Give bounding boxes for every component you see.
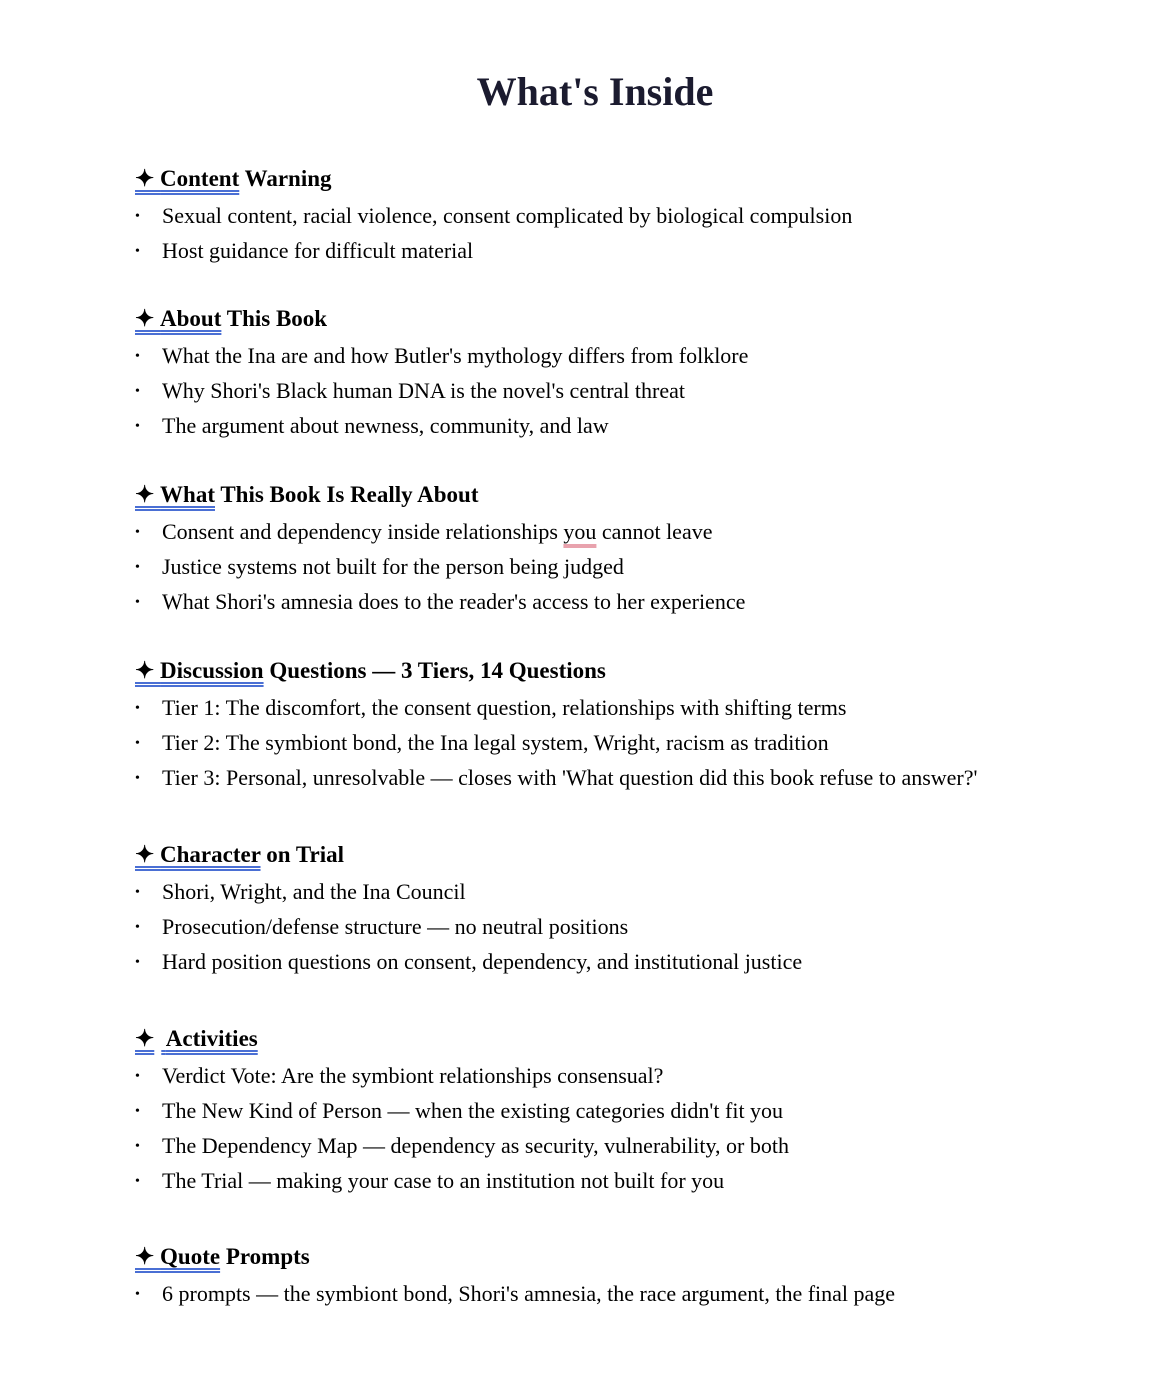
heading-rest: This Book Is Really About: [214, 482, 479, 507]
section-about-this-book: [135, 304, 1155, 443]
spelling-flagged-word[interactable]: you: [563, 519, 597, 544]
star-icon: ✦: [135, 166, 161, 191]
list-item: [135, 338, 1155, 373]
star-icon: ✦: [135, 482, 161, 507]
list-item: [135, 1163, 1155, 1198]
item-text: Consent and dependency inside relationships: [162, 519, 564, 544]
list-item: [135, 909, 1155, 944]
item-text: The argument about newness, community, and law: [162, 413, 609, 438]
list-item: [135, 408, 1155, 443]
star-icon: ✦: [135, 306, 161, 331]
item-text: The New Kind of Person — when the existing categories didn't fit you: [162, 1098, 784, 1123]
heading-rest: Questions — 3 Tiers, 14 Questions: [263, 658, 606, 683]
item-text: Prosecution/defense structure — no neutral positions: [162, 914, 629, 939]
bullet-icon: •: [135, 419, 140, 434]
star-icon: ✦: [135, 1244, 161, 1269]
bullet-icon: •: [135, 701, 140, 716]
heading-rest: This Book: [221, 306, 328, 331]
heading-lead-word: Activities: [165, 1026, 258, 1051]
bullet-icon: •: [135, 1069, 140, 1084]
section-heading: [135, 656, 1155, 686]
bullet-icon: •: [135, 736, 140, 751]
section-what-this-book-is-really-about: [135, 480, 1155, 619]
heading-lead-word: Discussion: [160, 658, 264, 683]
item-list: [135, 1058, 1155, 1198]
item-text: 6 prompts — the symbiont bond, Shori's amnesia, the race argument, the final page: [162, 1281, 896, 1306]
bullet-icon: •: [135, 1287, 140, 1302]
bullet-icon: •: [135, 349, 140, 364]
section-heading: [135, 304, 1155, 334]
item-text: Tier 1: The discomfort, the consent question, relationships with shifting terms: [162, 695, 847, 720]
item-text: What Shori's amnesia does to the reader's access to her experience: [162, 589, 746, 614]
item-list: [135, 874, 1155, 979]
list-item: [135, 549, 1155, 584]
section-heading: [135, 840, 1155, 870]
item-text: Verdict Vote: Are the symbiont relationships consensual?: [162, 1063, 664, 1088]
heading-lead-word: About: [160, 306, 222, 331]
heading-rest: Warning: [239, 166, 332, 191]
section-discussion-questions: [135, 656, 1155, 795]
heading-lead-word: Content: [160, 166, 240, 191]
bullet-icon: •: [135, 955, 140, 970]
item-text: Tier 3: Personal, unresolvable — closes with 'What question did this book refuse to answer?': [162, 765, 978, 790]
item-text: Justice systems not built for the person being judged: [162, 554, 624, 579]
list-item: [135, 760, 1155, 795]
item-text: The Trial — making your case to an institution not built for you: [162, 1168, 725, 1193]
list-item: [135, 1093, 1155, 1128]
item-list: [135, 338, 1155, 443]
heading-lead-word: What: [160, 482, 215, 507]
item-text: Shori, Wright, and the Ina Council: [162, 879, 466, 904]
item-text: Tier 2: The symbiont bond, the Ina legal system, Wright, racism as tradition: [162, 730, 829, 755]
heading-rest: on Trial: [260, 842, 345, 867]
item-text-tail: cannot leave: [596, 519, 713, 544]
bullet-icon: •: [135, 920, 140, 935]
item-text: Sexual content, racial violence, consent complicated by biological compulsion: [162, 203, 853, 228]
section-heading: [135, 1242, 1155, 1272]
list-item: [135, 725, 1155, 760]
bullet-icon: •: [135, 595, 140, 610]
list-item: [135, 514, 1155, 549]
item-text: Hard position questions on consent, dependency, and institutional justice: [162, 949, 803, 974]
bullet-icon: •: [135, 560, 140, 575]
item-text: What the Ina are and how Butler's mythology differs from folklore: [162, 343, 749, 368]
section-quote-prompts: [135, 1242, 1155, 1311]
bullet-icon: •: [135, 771, 140, 786]
bullet-icon: •: [135, 885, 140, 900]
section-heading: [135, 480, 1155, 510]
item-text: Host guidance for difficult material: [162, 238, 474, 263]
heading-rest: Prompts: [220, 1244, 310, 1269]
heading-lead-word: Quote: [160, 1244, 221, 1269]
list-item: [135, 233, 1155, 268]
page-title: What's Inside: [476, 69, 714, 114]
bullet-icon: •: [135, 1174, 140, 1189]
item-list: [135, 514, 1155, 619]
list-item: [135, 874, 1155, 909]
section-activities: [135, 1024, 1155, 1198]
list-item: [135, 944, 1155, 979]
item-text: The Dependency Map — dependency as security, vulnerability, or both: [162, 1133, 789, 1158]
item-list: [135, 690, 1155, 795]
section-character-on-trial: [135, 840, 1155, 979]
list-item: [135, 1276, 1155, 1311]
bullet-icon: •: [135, 244, 140, 259]
list-item: [135, 690, 1155, 725]
star-icon: ✦: [135, 1026, 155, 1051]
heading-lead-word: Character: [160, 842, 261, 867]
list-item: [135, 373, 1155, 408]
list-item: [135, 1058, 1155, 1093]
bullet-icon: •: [135, 1139, 140, 1154]
bullet-icon: •: [135, 1104, 140, 1119]
item-list: [135, 1276, 1155, 1311]
bullet-icon: •: [135, 209, 140, 224]
list-item: [135, 198, 1155, 233]
list-item: [135, 584, 1155, 619]
list-item: [135, 1128, 1155, 1163]
section-heading: [135, 164, 1155, 194]
bullet-icon: •: [135, 384, 140, 399]
section-content-warning: [135, 164, 1155, 268]
item-list: [135, 198, 1155, 268]
item-text: Why Shori's Black human DNA is the novel's central threat: [162, 378, 685, 403]
section-heading: [135, 1024, 1155, 1054]
star-icon: ✦: [135, 842, 161, 867]
bullet-icon: •: [135, 525, 140, 540]
star-icon: ✦: [135, 658, 161, 683]
